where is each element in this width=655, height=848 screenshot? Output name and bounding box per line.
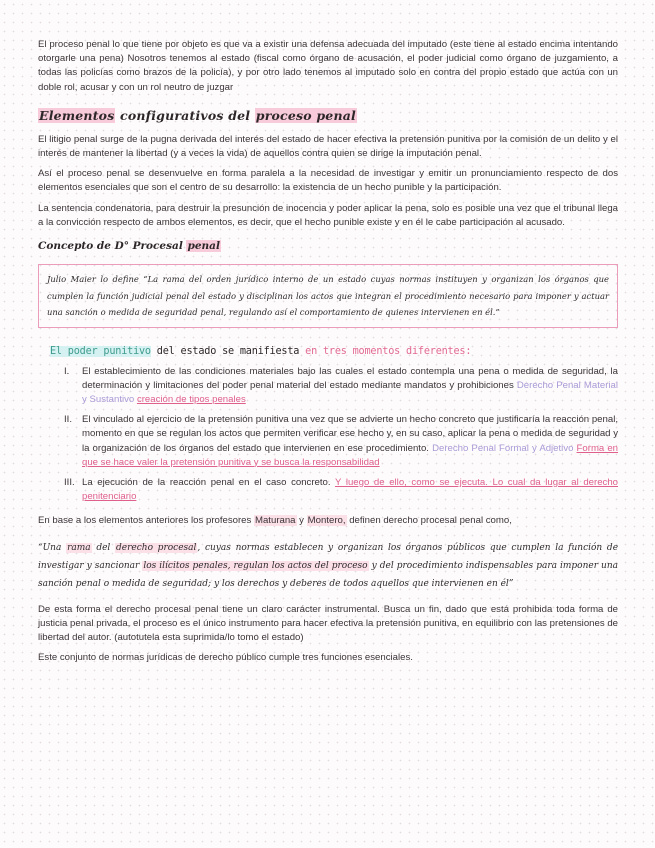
desenvolvimiento-paragraph: Así el proceso penal se desenvuelve en forma paralela a la necesidad de investigar y emitir un pronunciamiento respecto de dos elementos esenciales que son el centro de su desarrollo: la existencia de un hecho punible y la participación. <box>38 168 618 194</box>
item-link: creación de tipos penales <box>136 393 246 405</box>
maier-quote-box <box>38 264 618 328</box>
maier-quote: Julio Maier lo define “La rama del orden jurídico interno de un estado cuyas normas instituyen y organizan los órganos que cumplen la función judicial penal del estado y disciplinan los actos que integran el procedimiento necesario para imponer y actuar una sanción o medida de seguridad penal, regulando así el comportamiento de quienes intervienen en él.” <box>47 274 609 318</box>
heading-concepto-highlight: penal <box>187 240 220 253</box>
sentencia-paragraph: La sentencia condenatoria, para destruir la presunción de inocencia y poder aplicar la pena, solo es posible una vez que el tribunal llega a la convicción respecto de ambos elementos, es decir, que el hecho punible existe y en él le cabe participación al acusado. <box>38 202 618 228</box>
funciones-paragraph: Este conjunto de normas jurídicas de derecho público cumple tres funciones esenciales. <box>38 652 413 664</box>
profesores-pre: En base a los elementos anteriores los profesores <box>38 515 254 527</box>
list-number: II. <box>64 414 72 426</box>
list-item <box>38 413 618 470</box>
name-montero: Montero, <box>307 515 346 527</box>
list-text <box>82 365 618 408</box>
heading-elementos <box>38 108 618 123</box>
item-body: El vinculado al ejercicio de la pretensión punitiva una vez que se advierte un hecho concreto que justificaría la reacción penal, momento en que se regulan los actos que permiten verificar ese hecho y, en su caso, aplicar la pena o medida de seguridad y la organización de los órganos del estado que intervienen en ese procedimiento. <box>82 414 618 454</box>
profesores-post: definen derecho procesal penal como, <box>346 515 512 527</box>
heading-poder-c: en tres momentos diferentes: <box>305 345 472 357</box>
heading-poder-punitivo <box>50 346 618 357</box>
heading-highlight: Elementos <box>39 107 115 123</box>
item-link: Forma en que se hace valer la pretensión punitiva y se busca la responsabilidad <box>82 442 619 468</box>
heading-poder-a: El poder punitivo <box>50 345 151 357</box>
list-item <box>38 476 618 504</box>
quote-ilicitos: los ilícitos penales, regulan los actos del proceso <box>143 560 368 571</box>
instrumental-paragraph: De esta forma el derecho procesal penal tiene un claro carácter instrumental. Busca un fin, dado que está prohibida toda forma de justicia penal privada, el proceso es el único instrumento para hacer efectiva la pretensión punitiva, en equilibrio con las pretensiones de libertad del autor. (autotutela esta suprimida/lo tomo el estado) <box>38 603 618 643</box>
item-label: Derecho Penal Material y Sustantivo <box>82 379 618 405</box>
list-text <box>82 413 618 470</box>
heading-poder-b: del estado se manifiesta <box>150 345 306 357</box>
quote-part: “Una <box>38 542 67 553</box>
heading-concepto <box>38 240 618 252</box>
profesores-and: y <box>296 515 307 527</box>
intro-paragraph: El proceso penal lo que tiene por objeto es que va a existir una defensa adecuada del imputado (este tiene al estado encima intentando otorgarle una pena) Nosotros tenemos al estado (fiscal como órgano de acusación, el poder judicial como órgano de juzgamiento, a todas las policías como brazos de la policía), y por otro lado tenemos al imputado solo en contra del propio estado que actúa con un doble rol, acusar y con un rol neutro de juzgar <box>38 39 618 93</box>
list-text <box>82 476 618 504</box>
litigio-paragraph: El litigio penal surge de la pugna derivada del interés del estado de hacer efectiva la pretensión punitiva por la comisión de un delito y el interés de mantener la libertad (y a veces la vida) de aquellos contra quien se dirige la imputación penal. <box>38 133 618 160</box>
quote-rama: rama <box>67 542 91 553</box>
document-page <box>38 38 618 665</box>
item-link: Y luego de ello, como se ejecuta. Lo cual da lugar al derecho penitenciario <box>82 476 618 503</box>
quote-part: y del procedimiento indispensables para imponer una sanción penal o medida de seguridad; y los derechos y deberes de todos aquellos que intervienen en él” <box>38 560 619 589</box>
momentos-list <box>38 365 618 505</box>
list-number: III. <box>64 476 75 488</box>
heading-highlight-2: proceso penal <box>255 107 356 123</box>
item-body: El establecimiento de las condiciones materiales bajo las cuales el estado contempla una pena o medida de seguridad, la determinación y limitaciones del poder penal material del estado mediante mandatos y prohibiciones <box>82 365 618 391</box>
item-label: Derecho Penal Formal y Adjetivo <box>432 442 574 454</box>
quote-derecho-procesal: derecho procesal <box>116 542 197 553</box>
maturana-montero-quote <box>38 539 618 593</box>
quote-part: del <box>91 542 116 553</box>
list-number: I. <box>64 365 70 377</box>
profesores-paragraph <box>38 514 618 528</box>
heading-concepto-text: Concepto de D° Procesal <box>38 240 187 253</box>
name-maturana: Maturana <box>254 515 296 527</box>
quote-part: , cuyas normas establecen y organizan los órganos públicos que cumplen la función de investigar y sancionar <box>38 542 619 571</box>
heading-mid: configurativos del <box>115 107 255 123</box>
item-body: La ejecución de la reacción penal en el caso concreto. <box>82 476 331 488</box>
list-item <box>38 365 618 408</box>
